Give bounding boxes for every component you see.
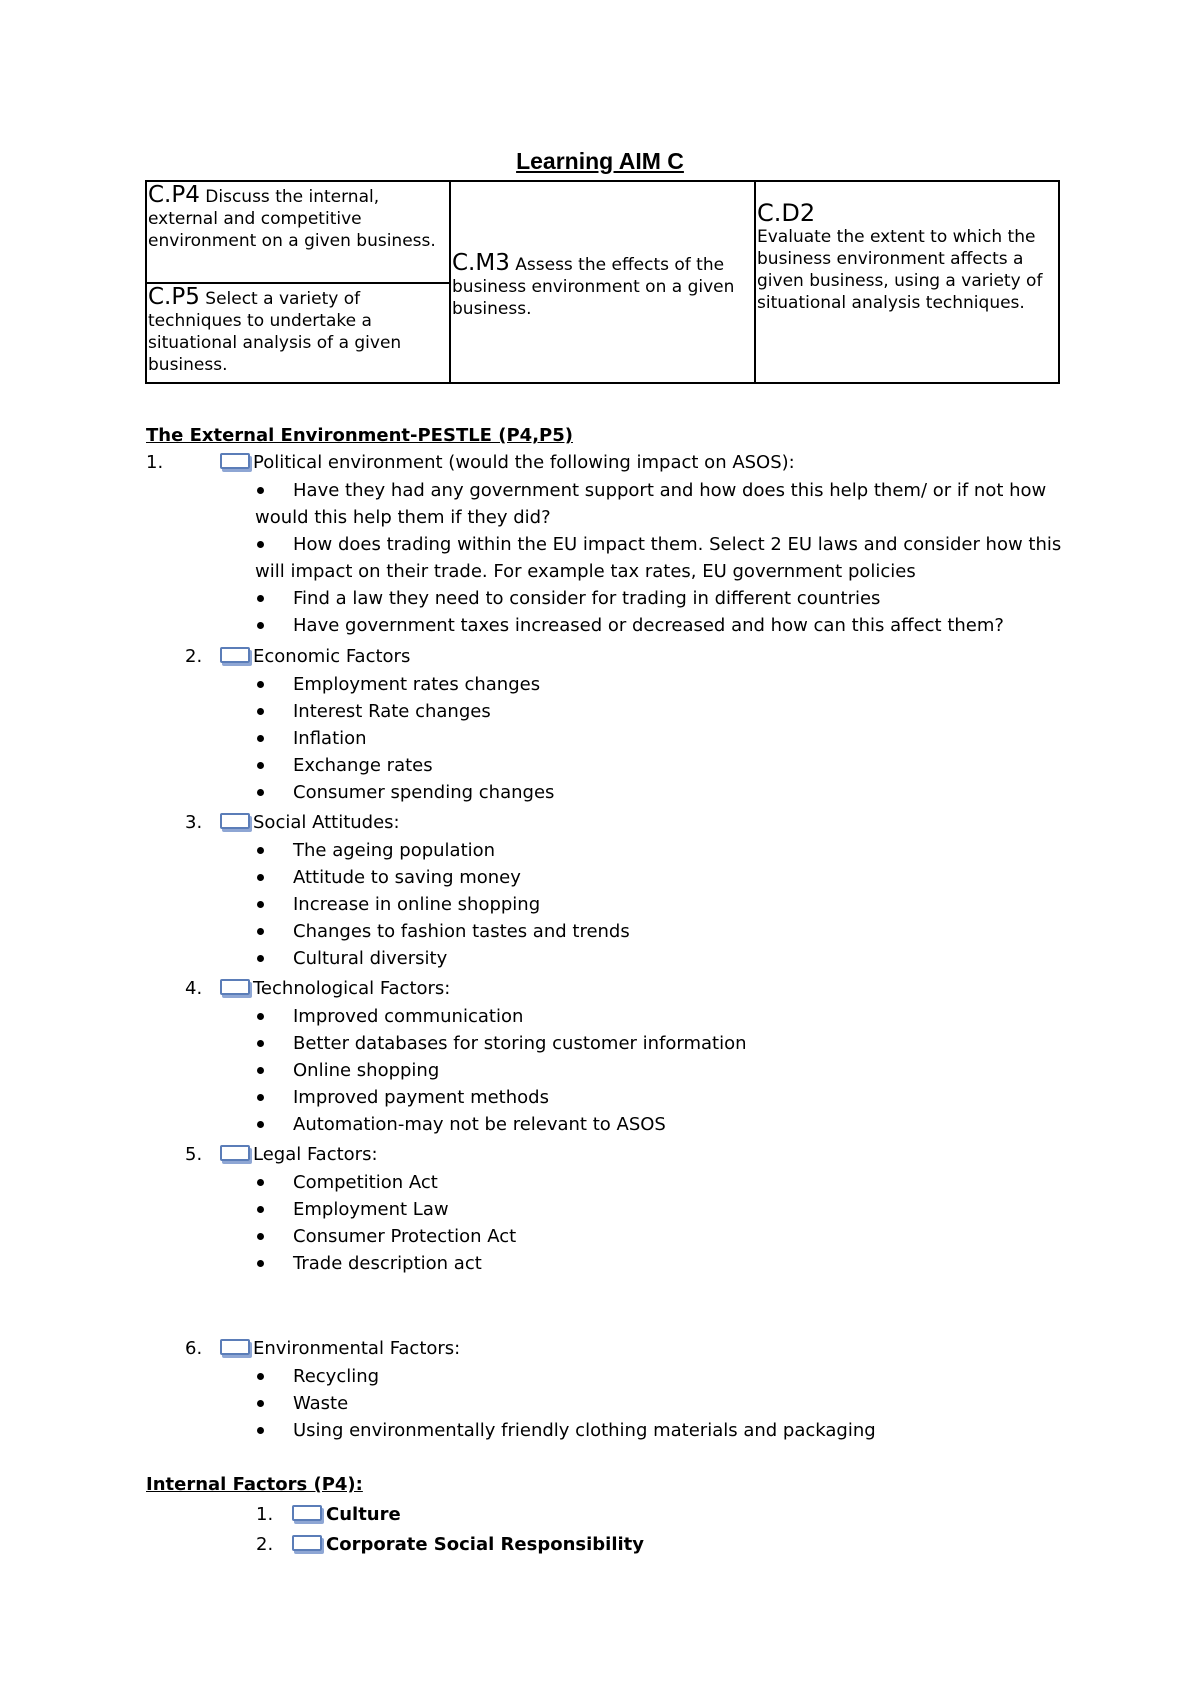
list-item-text: Online shopping	[293, 1060, 440, 1081]
list-item-text: Exchange rates	[293, 755, 433, 776]
criterion-d2	[756, 198, 1058, 314]
bullet-icon	[257, 1260, 264, 1267]
bullet-icon	[257, 1067, 264, 1074]
list-number: 1.	[146, 452, 164, 473]
bullet-icon	[257, 1206, 264, 1213]
bullet-icon	[257, 874, 264, 881]
bullet-icon	[257, 1373, 264, 1380]
list-item-text: Inflation	[293, 728, 367, 749]
technological-heading: Technological Factors:	[253, 978, 451, 999]
criterion-m3	[451, 250, 754, 320]
bullet-icon	[257, 928, 264, 935]
list-item-text: Competition Act	[293, 1172, 438, 1193]
environmental-heading: Environmental Factors:	[253, 1338, 461, 1359]
list-item-text: Trade description act	[293, 1253, 482, 1274]
list-item-text: The ageing population	[293, 840, 496, 861]
criteria-column-pass	[147, 182, 451, 382]
bullet-icon	[257, 1233, 264, 1240]
list-number: 3.	[185, 812, 203, 833]
bullet-icon	[257, 1121, 264, 1128]
list-item-text: Cultural diversity	[293, 948, 448, 969]
bullet-icon	[257, 1040, 264, 1047]
criterion-code: C.P4	[148, 182, 200, 208]
criterion-text: Evaluate the extent to which the business environment affects a given business, using a variety of situational analysis techniques.	[757, 227, 1043, 313]
bullet-icon	[257, 681, 264, 688]
criterion-text: Select a variety of techniques to undertake a situational analysis of a given business.	[148, 289, 402, 375]
list-item-text: Waste	[293, 1393, 349, 1414]
internal-factors-heading: Internal Factors (P4):	[146, 1474, 363, 1495]
list-item-text: Better databases for storing customer information	[293, 1033, 747, 1054]
criterion-p5	[147, 284, 449, 382]
checkbox-icon	[220, 979, 250, 995]
criteria-column-merit	[451, 182, 756, 382]
criterion-code: C.M3	[452, 250, 510, 276]
bullet-icon	[257, 595, 264, 602]
bullet-icon	[257, 1179, 264, 1186]
list-item-continuation: would this help them if they did?	[255, 507, 551, 528]
bullet-icon	[257, 955, 264, 962]
criterion-p4	[147, 182, 449, 284]
list-item-text: Have government taxes increased or decreased and how can this affect them?	[293, 615, 1004, 636]
bullet-icon	[257, 789, 264, 796]
list-item-text: Using environmentally friendly clothing materials and packaging	[293, 1420, 876, 1441]
bullet-icon	[257, 1427, 264, 1434]
list-item-text: Employment rates changes	[293, 674, 541, 695]
criterion-code: C.P5	[148, 284, 200, 310]
criteria-column-distinction	[756, 182, 1058, 382]
internal-item-culture: Culture	[326, 1504, 401, 1525]
list-item-continuation: will impact on their trade. For example tax rates, EU government policies	[255, 561, 916, 582]
checkbox-icon	[220, 813, 250, 829]
bullet-icon	[257, 735, 264, 742]
list-item-text: Changes to fashion tastes and trends	[293, 921, 630, 942]
checkbox-icon	[220, 647, 250, 663]
bullet-icon	[257, 762, 264, 769]
criterion-text: Assess the effects of the business environment on a given business.	[452, 255, 735, 319]
bullet-icon	[257, 708, 264, 715]
list-number: 4.	[185, 978, 203, 999]
list-item-text: Recycling	[293, 1366, 380, 1387]
list-number: 6.	[185, 1338, 203, 1359]
bullet-icon	[257, 541, 264, 548]
bullet-icon	[257, 1400, 264, 1407]
bullet-icon	[257, 901, 264, 908]
list-number: 2.	[256, 1534, 274, 1555]
list-item-text: Have they had any government support and how does this help them/ or if not how	[293, 480, 1047, 501]
bullet-icon	[257, 847, 264, 854]
bullet-icon	[257, 1013, 264, 1020]
list-number: 1.	[256, 1504, 274, 1525]
list-number: 2.	[185, 646, 203, 667]
list-item-text: Consumer spending changes	[293, 782, 555, 803]
list-item-text: How does trading within the EU impact them. Select 2 EU laws and consider how this	[293, 534, 1062, 555]
bullet-icon	[257, 487, 264, 494]
list-item-text: Increase in online shopping	[293, 894, 541, 915]
criterion-code: C.D2	[757, 199, 816, 227]
list-item-text: Find a law they need to consider for trading in different countries	[293, 588, 881, 609]
checkbox-icon	[220, 1339, 250, 1355]
page-title: Learning AIM C	[516, 148, 684, 174]
checkbox-icon	[292, 1535, 322, 1551]
criteria-table	[145, 180, 1060, 384]
list-item-text: Interest Rate changes	[293, 701, 491, 722]
list-item-text: Automation-may not be relevant to ASOS	[293, 1114, 666, 1135]
political-heading: Political environment (would the following impact on ASOS):	[253, 452, 795, 473]
economic-heading: Economic Factors	[253, 646, 411, 667]
legal-heading: Legal Factors:	[253, 1144, 378, 1165]
list-number: 5.	[185, 1144, 203, 1165]
list-item-text: Employment Law	[293, 1199, 449, 1220]
pestle-heading: The External Environment-PESTLE (P4,P5)	[146, 425, 573, 446]
checkbox-icon	[220, 453, 250, 469]
checkbox-icon	[292, 1505, 322, 1521]
bullet-icon	[257, 1094, 264, 1101]
social-heading: Social Attitudes:	[253, 812, 400, 833]
bullet-icon	[257, 622, 264, 629]
list-item-text: Improved communication	[293, 1006, 524, 1027]
list-item-text: Consumer Protection Act	[293, 1226, 517, 1247]
list-item-text: Attitude to saving money	[293, 867, 521, 888]
criterion-text: Discuss the internal, external and competitive environment on a given business.	[148, 187, 436, 251]
list-item-text: Improved payment methods	[293, 1087, 549, 1108]
checkbox-icon	[220, 1145, 250, 1161]
internal-item-csr: Corporate Social Responsibility	[326, 1534, 645, 1555]
